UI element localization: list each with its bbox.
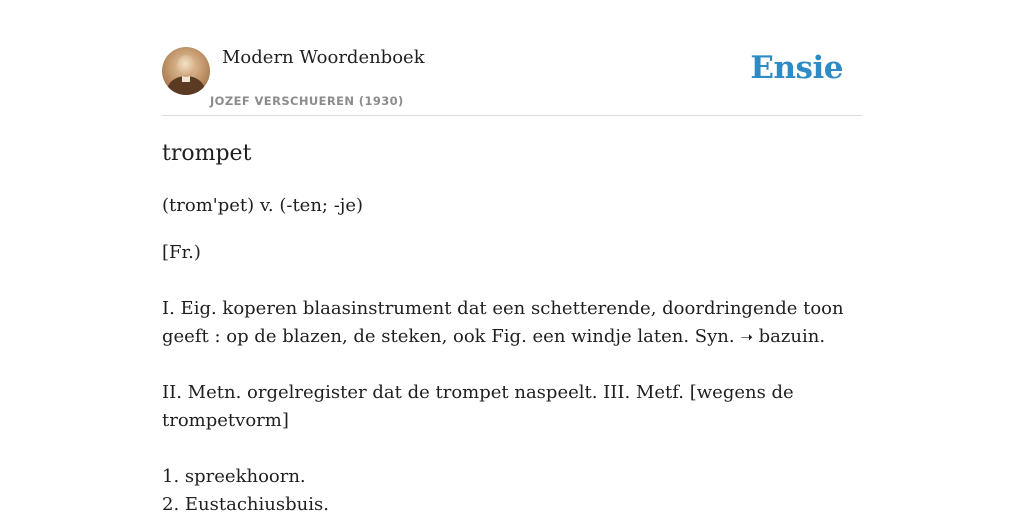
entry-origin: [Fr.)	[162, 242, 201, 263]
dictionary-title-link[interactable]: Modern Woordenboek	[222, 47, 425, 68]
author-portrait-avatar[interactable]	[162, 47, 210, 95]
page-container	[162, 0, 862, 515]
entry-sense-2: II. Metn. orgelregister dat de trompet naspeelt. III. Metf. [wegens de trompetvorm]	[162, 382, 794, 431]
list-item: 1. spreekhoorn.	[162, 466, 306, 487]
entry-pronunciation: (trom'pet) v. (-ten; -je)	[162, 195, 364, 216]
dictionary-header	[162, 0, 862, 116]
entry-definition	[162, 192, 862, 519]
avatar-head-shape	[177, 55, 195, 77]
sense-1-text: I. Eig. koperen blaasinstrument dat een schetterende, doordringende toon geeft : op de blazen, de steken, ook Fig. een windje laten. Syn.	[162, 298, 844, 347]
synonym-link-bazuin[interactable]: bazuin.	[758, 326, 826, 347]
entry-headword: trompet	[162, 141, 252, 166]
ensie-logo[interactable]: Ensie	[750, 50, 843, 86]
reference-arrow-icon: ➝	[740, 328, 753, 346]
entry-sense-1	[162, 295, 862, 351]
author-name: JOZEF VERSCHUEREN (1930)	[210, 94, 404, 108]
list-item: 2. Eustachiusbuis.	[162, 494, 329, 515]
